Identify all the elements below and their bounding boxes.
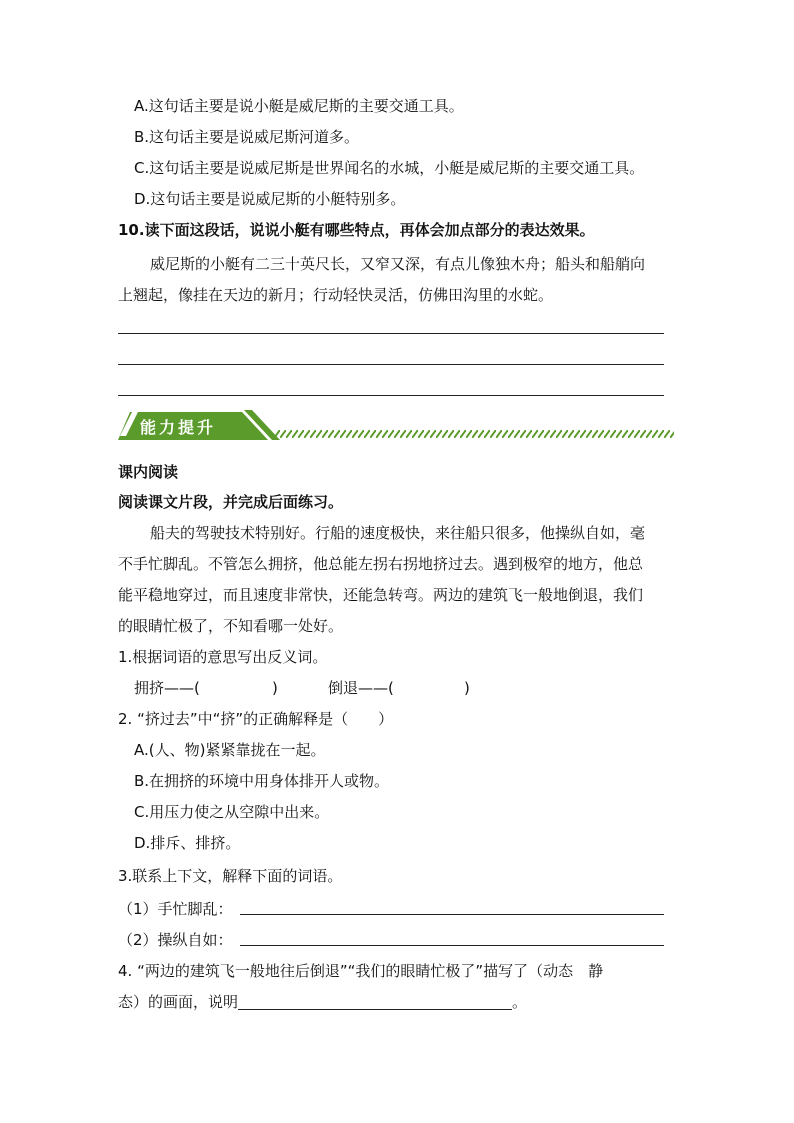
q3-item-2-answer-line[interactable]	[240, 945, 664, 946]
q1-title: 1.根据词语的意思写出反义词。	[118, 648, 328, 666]
reading-passage-line-3: 能平稳地穿过，而且速度非常快，还能急转弯。两边的建筑飞一般地倒退，我们	[118, 586, 644, 604]
q2-option-c: C.用压力使之从空隙中出来。	[134, 803, 330, 821]
q10-passage-line-1: 威尼斯的小艇有二三十英尺长，又窄又深，有点儿像独木舟；船头和船艄向	[150, 255, 646, 273]
q4-answer-blank[interactable]	[238, 993, 512, 1010]
reading-passage-line-4: 的眼睛忙极了，不知看哪一处好。	[118, 617, 344, 635]
q4-line-2-prefix: 态）的画面，说明	[118, 993, 239, 1011]
reading-passage-line-1: 船夫的驾驶技术特别好。行船的速度极快，来往船只很多，他操纵自如，毫	[150, 524, 646, 542]
q2-option-b: B.在拥挤的环境中用身体排开人或物。	[134, 772, 390, 790]
q9-option-b: B.这句话主要是说威尼斯河道多。	[134, 128, 360, 146]
q3-item-1-answer-line[interactable]	[240, 914, 664, 915]
q9-option-a: A.这句话主要是说小艇是威尼斯的主要交通工具。	[134, 97, 464, 115]
reading-heading: 课内阅读	[118, 463, 179, 481]
q1-item-1-word: 拥挤——(	[134, 679, 200, 697]
q1-item-2-close: )	[464, 679, 470, 697]
q2-option-d: D.排斥、排挤。	[134, 834, 241, 852]
q10-title: 10.读下面这段话，说说小艇有哪些特点，再体会加点部分的表达效果。	[118, 221, 595, 239]
answer-line-3	[118, 395, 664, 396]
q1-item-2-word: 倒退——(	[328, 679, 394, 697]
q3-item-1: （1）手忙脚乱：	[118, 900, 233, 918]
q10-passage-line-2: 上翘起，像挂在天边的新月；行动轻快灵活，仿佛田沟里的水蛇。	[118, 286, 554, 304]
reading-passage-line-2: 不手忙脚乱。不管怎么拥挤，他总能左拐右拐地挤过去。遇到极窄的地方，他总	[118, 555, 644, 573]
q9-option-c: C.这句话主要是说威尼斯是世界闻名的水城，小艇是威尼斯的主要交通工具。	[134, 159, 645, 177]
q4-line-2	[118, 992, 527, 1012]
q2-option-a: A.(人、物)紧紧靠拢在一起。	[134, 741, 326, 759]
q9-option-d: D.这句话主要是说威尼斯的小艇特别多。	[134, 190, 406, 208]
q4-line-1: 4. “两边的建筑飞一般地往后倒退”“我们的眼睛忙极了”描写了（动态 静	[118, 962, 604, 980]
q2-title: 2. “挤过去”中“挤”的正确解释是（ ）	[118, 710, 394, 728]
answer-line-2[interactable]	[118, 364, 664, 365]
q4-line-2-suffix: 。	[512, 993, 528, 1011]
reading-instruction: 阅读课文片段，并完成后面练习。	[118, 493, 344, 511]
section-banner-title: 能力提升	[140, 418, 217, 437]
answer-line-1[interactable]	[118, 333, 664, 334]
q3-title: 3.联系上下文，解释下面的词语。	[118, 867, 343, 885]
q1-item-1-close: )	[272, 679, 278, 697]
q3-item-2: （2）操纵自如：	[118, 931, 233, 949]
section-banner	[118, 406, 678, 446]
